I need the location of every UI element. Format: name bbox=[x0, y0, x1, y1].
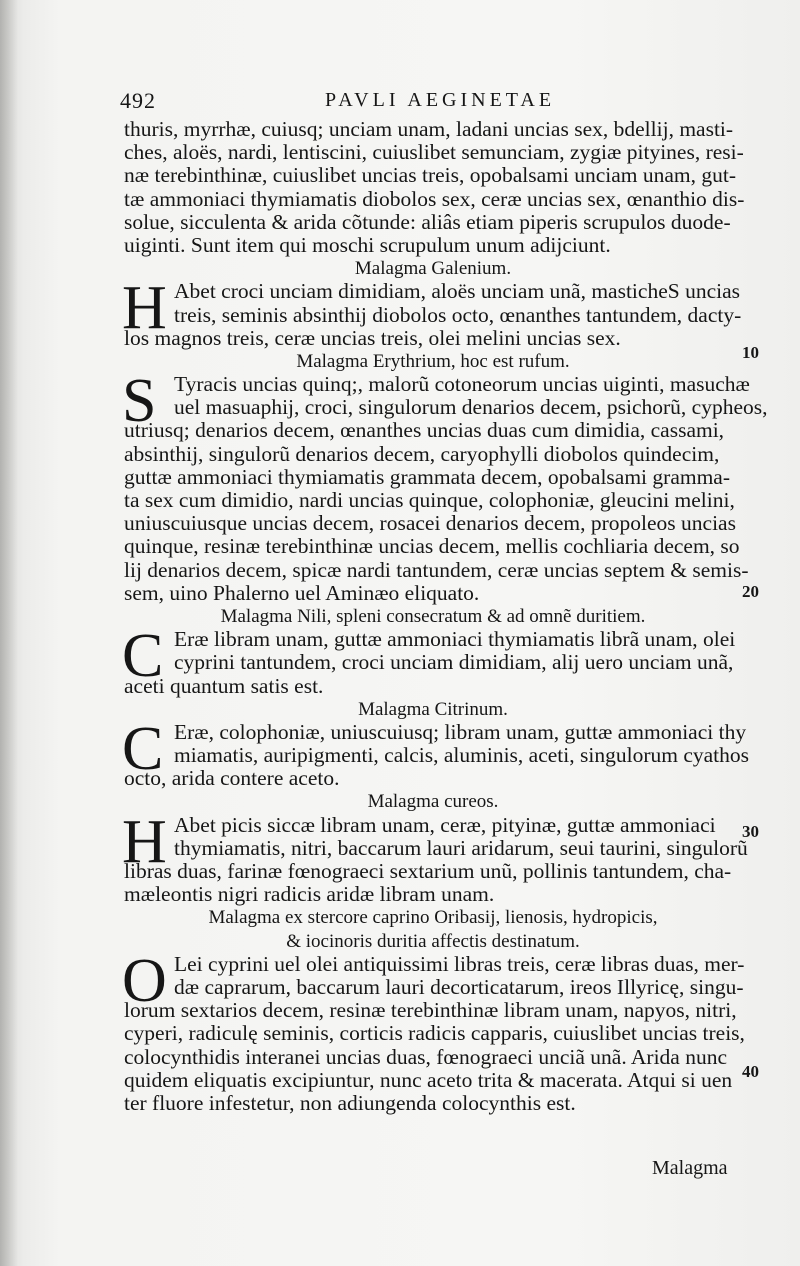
drop-initial: O bbox=[122, 946, 167, 1015]
paragraph bbox=[122, 622, 742, 698]
text-line: colocynthidis interanei uncias duas, fœnograeci unciã unã. Arida nunc bbox=[124, 1044, 727, 1069]
text-line: ta sex cum dimidio, nardi uncias quinque, colophoniæ, gleucini melini, bbox=[124, 488, 735, 512]
text-line: ter fluore infestetur, non adiungenda colocynthis est. bbox=[124, 1090, 576, 1115]
text-line: tæ ammoniaci thymiamatis diobolos sex, ceræ uncias sex, œnanthio dis- bbox=[124, 186, 745, 211]
section-heading: Malagma ex stercore caprino Oribasij, lienosis, hydropicis, bbox=[208, 907, 658, 929]
catchword: Malagma bbox=[652, 1157, 728, 1179]
text-line: lorum sextarios decem, resinæ terebinthinæ libram unam, napyos, nitri, bbox=[124, 998, 737, 1023]
drop-initial: C bbox=[122, 622, 164, 691]
text-line: miamatis, auripigmenti, calcis, aluminis, aceti, singulorum cyathos bbox=[174, 743, 749, 768]
text-line: Abet picis siccæ libram unam, ceræ, pityinæ, guttæ ammoniaci bbox=[174, 812, 716, 837]
text-line: næ terebinthinæ, cuiuslibet uncias treis, opobalsami unciam unam, gut- bbox=[124, 163, 737, 188]
text-line: cyperi, radiculę seminis, corticis radicis capparis, cuiuslibet uncias treis, bbox=[124, 1021, 745, 1046]
section-heading: Malagma Galenium. bbox=[354, 258, 512, 280]
paragraph bbox=[122, 946, 745, 1115]
text-line: octo, arida contere aceto. bbox=[124, 766, 340, 791]
text-line: Lei cyprini uel olei antiquissimi libras treis, ceræ libras duas, mer- bbox=[174, 951, 745, 976]
section-heading: Malagma Nili, spleni consecratum & ad omnẽ duritiem. bbox=[220, 605, 646, 627]
margin-line-number: 10 bbox=[742, 343, 759, 362]
margin-line-number: 40 bbox=[742, 1062, 759, 1081]
paragraph bbox=[122, 714, 749, 791]
page-header bbox=[120, 88, 640, 114]
text-line: quinque, resinæ terebinthinæ uncias decem, mellis cochliaria decem, so bbox=[124, 534, 740, 559]
text-line: mæleontis nigri radicis aridæ libram unam. bbox=[124, 882, 495, 907]
text-line: dæ caprarum, baccarum lauri decorticatarum, ireos Illyricę, singu- bbox=[174, 974, 744, 999]
text-line: uniuscuiusque uncias decem, rosacei denarios decem, propoleos uncias bbox=[124, 511, 736, 536]
text-line: Tyracis uncias quinq;, malorũ cotoneorum uncias uiginti, masuchæ bbox=[174, 372, 750, 397]
drop-initial: C bbox=[122, 714, 164, 783]
margin-line-number: 20 bbox=[742, 582, 759, 601]
text-line: absinthij, singulorũ denarios decem, caryophylli diobolos quindecim, bbox=[124, 441, 720, 466]
text-line: Eræ, colophoniæ, uniuscuiusq; libram unam, guttæ ammoniaci thy bbox=[174, 719, 747, 744]
text-line: thymiamatis, nitri, baccarum lauri aridarum, seui taurini, singulorũ bbox=[174, 835, 748, 860]
text-line: solue, sicculenta & arida cõtunde: aliâs etiam piperis scrupulos duode- bbox=[124, 209, 731, 234]
text-line: cyprini tantundem, croci unciam dimidiam, alij uero unciam unã, bbox=[174, 650, 734, 675]
running-title: PAVLI AEGINETAE bbox=[325, 89, 556, 111]
text-line: uiginti. Sunt item qui moschi scrupulum unum adijciunt. bbox=[124, 232, 611, 257]
text-line: sem, uino Phalerno uel Aminæo eliquato. bbox=[124, 580, 480, 605]
section-heading-continued: & iocinoris duritia affectis destinatum. bbox=[286, 930, 580, 952]
section-heading: Malagma Erythrium, hoc est rufum. bbox=[296, 350, 570, 372]
text-line: libras duas, farinæ fœnograeci sextarium unũ, pollinis tantundem, cha- bbox=[124, 859, 732, 883]
margin-line-number: 30 bbox=[742, 822, 759, 841]
text-line: aceti quantum satis est. bbox=[124, 673, 324, 698]
text-line: Abet croci unciam dimidiam, aloës unciam unã, masticheS uncias bbox=[174, 279, 741, 304]
text-line: lij denarios decem, spicæ nardi tantundem, ceræ uncias septem & semis- bbox=[124, 557, 749, 582]
drop-initial: H bbox=[122, 274, 167, 343]
section-heading: Malagma Citrinum. bbox=[358, 698, 508, 720]
drop-initial: S bbox=[122, 367, 157, 436]
text-line: Eræ libram unam, guttæ ammoniaci thymiamatis librã unam, olei bbox=[174, 627, 736, 652]
text-line: uel masuaphij, croci, singulorum denarios decem, psichorũ, cypheos, bbox=[174, 395, 768, 420]
gutter-shadow bbox=[0, 0, 18, 1266]
drop-initial: H bbox=[122, 807, 167, 876]
text-line: los magnos treis, ceræ uncias treis, olei melini uncias sex. bbox=[124, 325, 621, 350]
folio-number: 492 bbox=[120, 88, 156, 113]
section-heading: Malagma cureos. bbox=[367, 791, 499, 813]
paragraph bbox=[122, 274, 742, 350]
text-line: thuris, myrrhæ, cuiusq; unciam unam, ladani uncias sex, bdellij, masti- bbox=[124, 117, 734, 141]
text-line: ches, aloës, nardi, lentiscini, cuiuslibet semunciam, zygiæ pityines, resi- bbox=[124, 140, 744, 165]
text-line: utriusq; denarios decem, œnanthes uncias duas cum dimidia, cassami, bbox=[124, 418, 725, 443]
paragraph bbox=[122, 807, 748, 907]
text-line: quidem eliquatis excipiuntur, nunc aceto trita & macerata. Atqui si uen bbox=[124, 1067, 733, 1092]
text-line: guttæ ammoniaci thymiamatis grammata decem, opobalsami gramma- bbox=[124, 464, 731, 489]
text-line: treis, seminis absinthij diobolos octo, œnanthes tantundem, dacty- bbox=[174, 302, 742, 327]
